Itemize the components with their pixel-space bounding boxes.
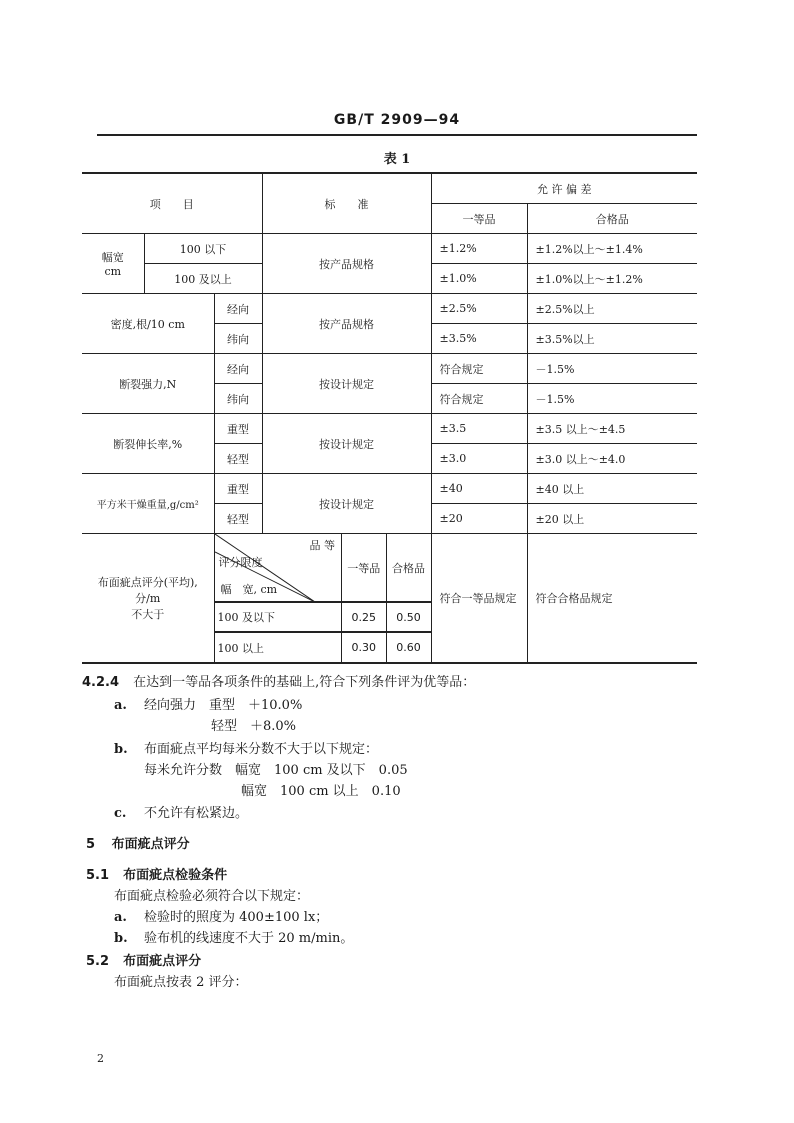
grade-qualified-header: 合格品 (386, 534, 430, 602)
diag-grade-label: 品 等 (309, 539, 336, 552)
table-row (82, 474, 697, 504)
defect-inner-table (215, 534, 431, 662)
density-standard: 按产品规格 (262, 294, 431, 354)
density-first: ±3.5% (431, 324, 527, 354)
section-title: 布面疵点评分 (111, 837, 190, 852)
table-row (82, 414, 697, 444)
density-sub: 经向 (214, 294, 262, 324)
width-qualified: ±1.0%以上～±1.2% (527, 264, 697, 294)
weight-label: 平方米干燥重量,g/cm² (82, 474, 214, 534)
elongation-label: 断裂伸长率,% (82, 414, 214, 474)
elongation-sub: 重型 (214, 414, 262, 444)
standard-header: GB/T 2909—94 (333, 112, 461, 128)
clause-5-1-a (114, 907, 328, 928)
defect-qualified-tol: 符合合格品规定 (527, 534, 697, 664)
clause-5-1-heading (86, 865, 227, 886)
elongation-first: ±3.5 (431, 414, 527, 444)
item-b (114, 739, 378, 760)
elongation-sub: 轻型 (214, 444, 262, 474)
defect-grid-cell (214, 534, 431, 664)
clause-number: 5.1 (86, 868, 110, 883)
width-sub: 100 及以上 (144, 264, 262, 294)
defect-label-cell (82, 534, 214, 664)
strength-label: 断裂强力,N (82, 354, 214, 414)
tolerance-table (82, 172, 697, 664)
density-first: ±2.5% (431, 294, 527, 324)
elongation-standard: 按设计规定 (262, 414, 431, 474)
strength-qualified: －1.5% (527, 384, 697, 414)
defect-first-tol: 符合一等品规定 (431, 534, 527, 664)
section-number: 5 (86, 837, 96, 852)
strength-qualified: －1.5% (527, 354, 697, 384)
diagonal-header (215, 534, 342, 602)
width-unit: cm (104, 265, 122, 278)
weight-first: ±40 (431, 474, 527, 504)
defect-label: 布面疵点评分(平均),分/m (97, 576, 198, 605)
header-row (82, 173, 697, 204)
diag-limit-label: 评分限度 (218, 556, 263, 569)
clause-5-1-b (114, 928, 353, 949)
width-label-cell (82, 234, 144, 294)
width-sub: 100 以下 (144, 234, 262, 264)
strength-standard: 按设计规定 (262, 354, 431, 414)
table-row (82, 354, 697, 384)
diag-width-label: 幅 宽, cm (220, 583, 278, 596)
item-c (114, 803, 248, 824)
width-first: ±1.2% (431, 234, 527, 264)
page-number: 2 (97, 1052, 104, 1065)
item-b-line1: 每米允许分数 幅宽 100 cm 及以下 0.05 (144, 763, 408, 778)
defect-first: 0.25 (342, 602, 386, 632)
item-text: 检验时的照度为 400±100 lx； (144, 910, 329, 925)
grade-first-header: 一等品 (342, 534, 386, 602)
col-item-header: 项 目 (82, 173, 262, 234)
defect-first: 0.30 (342, 632, 386, 662)
width-label: 幅宽 (101, 251, 124, 264)
weight-sub: 轻型 (214, 504, 262, 534)
clause-title: 布面疵点检验条件 (123, 868, 228, 883)
clause-5-2-heading (86, 951, 201, 972)
col-first-header: 一等品 (431, 204, 527, 234)
clause-text: 在达到一等品各项条件的基础上,符合下列条件评为优等品： (133, 675, 476, 690)
defect-qualified: 0.50 (386, 602, 430, 632)
item-text: 经向强力 重型 ＋10.0% (144, 698, 303, 713)
density-label: 密度,根/10 cm (82, 294, 214, 354)
item-a (114, 695, 302, 716)
strength-sub: 经向 (214, 354, 262, 384)
defect-label-2: 不大于 (131, 608, 165, 621)
clause-5-1-intro: 布面疵点检验必须符合以下规定： (114, 889, 310, 904)
col-tolerance-header: 允 许 偏 差 (431, 173, 697, 204)
defect-width: 100 及以下 (215, 602, 342, 632)
clause-number: 4.2.4 (82, 675, 120, 690)
width-first: ±1.0% (431, 264, 527, 294)
item-a-line2: 轻型 ＋8.0% (211, 719, 297, 734)
item-mark: b. (114, 931, 128, 946)
weight-qualified: ±20 以上 (527, 504, 697, 534)
weight-qualified: ±40 以上 (527, 474, 697, 504)
strength-sub: 纬向 (214, 384, 262, 414)
weight-sub: 重型 (214, 474, 262, 504)
clause-number: 5.2 (86, 954, 110, 969)
density-qualified: ±2.5%以上 (527, 294, 697, 324)
item-text: 验布机的线速度不大于 20 m/min。 (144, 931, 354, 946)
strength-first: 符合规定 (431, 354, 527, 384)
strength-first: 符合规定 (431, 384, 527, 414)
table-row (82, 294, 697, 324)
table-title: 表 1 (383, 152, 411, 167)
density-sub: 纬向 (214, 324, 262, 354)
elongation-qualified: ±3.0 以上～±4.0 (527, 444, 697, 474)
item-mark: a. (114, 910, 127, 925)
width-qualified: ±1.2%以上～±1.4% (527, 234, 697, 264)
item-mark: b. (114, 742, 128, 757)
elongation-first: ±3.0 (431, 444, 527, 474)
density-qualified: ±3.5%以上 (527, 324, 697, 354)
defect-qualified: 0.60 (386, 632, 430, 662)
section-5-heading (86, 834, 190, 855)
table-row (82, 234, 697, 264)
item-b-line2: 幅宽 100 cm 以上 0.10 (241, 784, 401, 799)
weight-first: ±20 (431, 504, 527, 534)
weight-standard: 按设计规定 (262, 474, 431, 534)
clause-5-2-text: 布面疵点按表 2 评分： (114, 975, 248, 990)
item-text: 不允许有松紧边。 (144, 806, 249, 821)
col-qualified-header: 合格品 (527, 204, 697, 234)
width-standard: 按产品规格 (262, 234, 431, 294)
item-mark: c. (114, 806, 127, 821)
col-standard-header: 标 准 (262, 173, 431, 234)
table-row (82, 534, 697, 664)
clause-title: 布面疵点评分 (123, 954, 202, 969)
defect-width: 100 以上 (215, 632, 342, 662)
header-rule (97, 134, 697, 136)
item-mark: a. (114, 698, 127, 713)
clause-4-2-4 (82, 672, 475, 693)
elongation-qualified: ±3.5 以上～±4.5 (527, 414, 697, 444)
item-text: 布面疵点平均每米分数不大于以下规定： (144, 742, 379, 757)
